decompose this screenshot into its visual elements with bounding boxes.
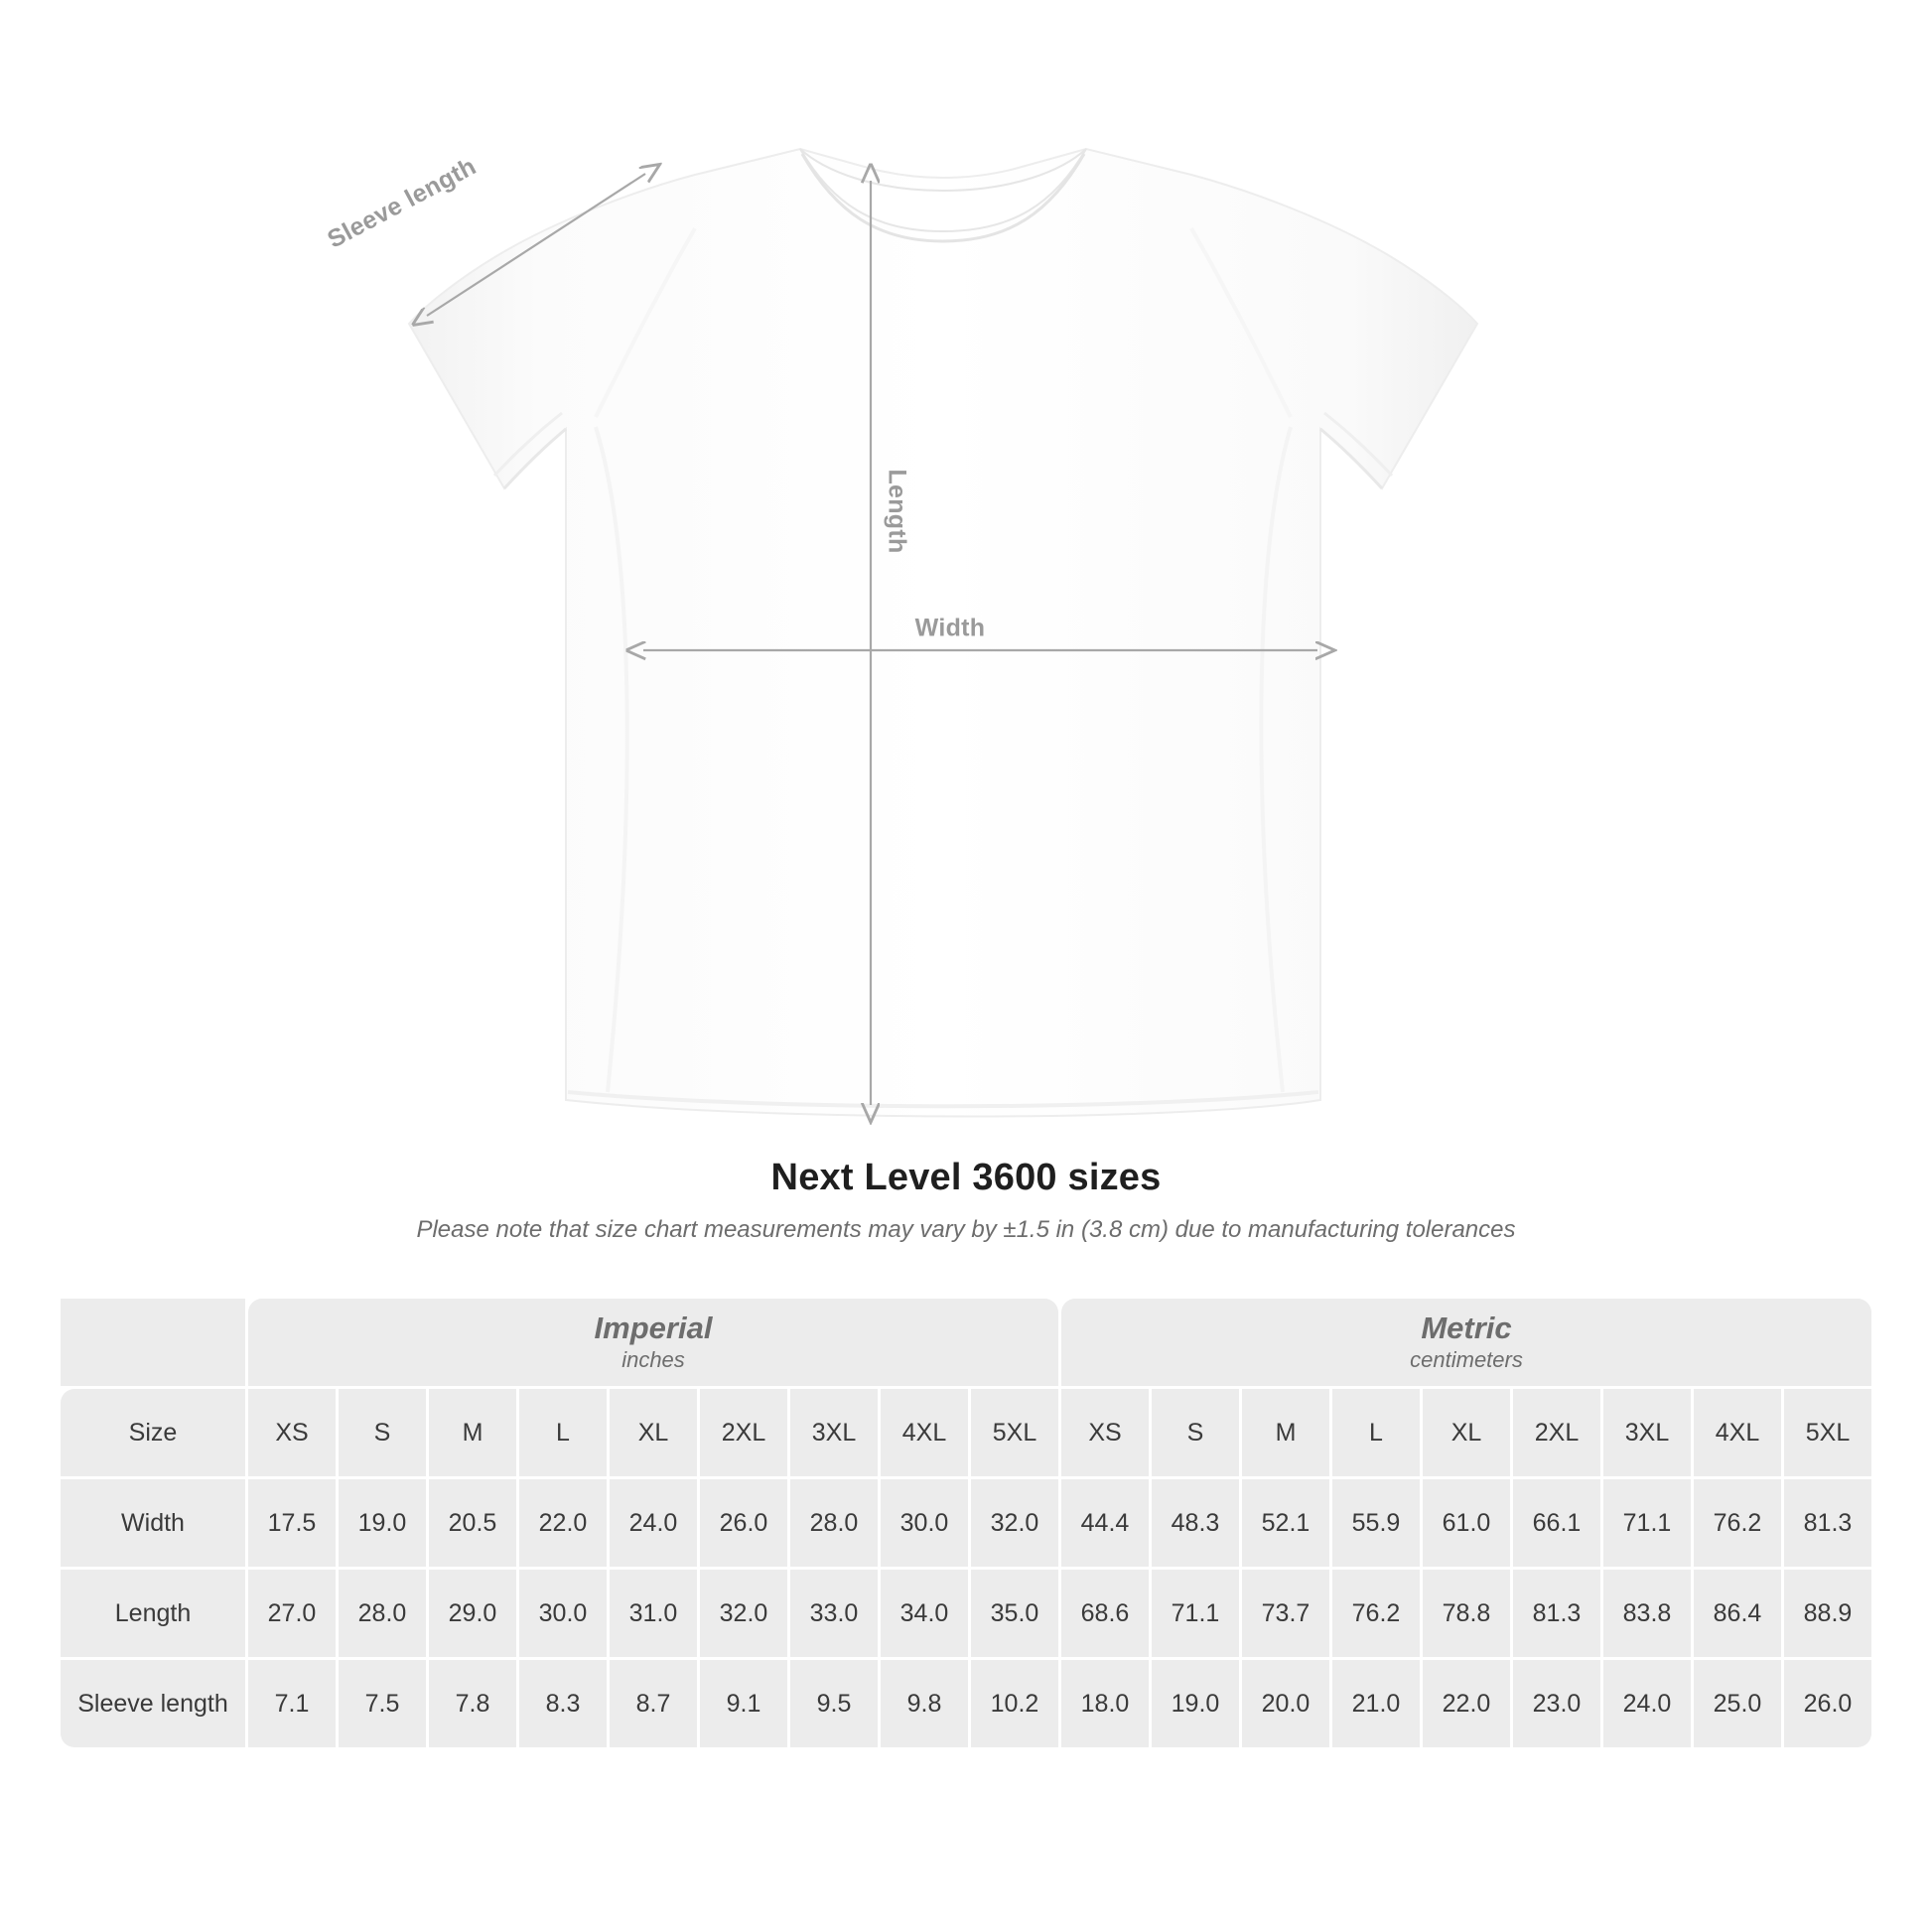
cell-sleeve-length-metric-l: 21.0: [1332, 1660, 1420, 1747]
size-table: [58, 1296, 1874, 1750]
cell-width-metric-xs: 44.4: [1061, 1479, 1149, 1567]
size-header-cell: Size: [61, 1389, 245, 1476]
size-column-5xl: 5XL: [971, 1389, 1058, 1476]
row-label-width: Width: [61, 1479, 245, 1567]
size-column-l: L: [519, 1389, 607, 1476]
cell-length-imperial-xl: 31.0: [610, 1570, 697, 1657]
cell-sleeve-length-metric-5xl: 26.0: [1784, 1660, 1871, 1747]
cell-sleeve-length-imperial-2xl: 9.1: [700, 1660, 787, 1747]
cell-sleeve-length-imperial-s: 7.5: [339, 1660, 426, 1747]
size-column-2xl: 2XL: [700, 1389, 787, 1476]
cell-width-imperial-s: 19.0: [339, 1479, 426, 1567]
cell-length-metric-xs: 68.6: [1061, 1570, 1149, 1657]
size-column-xs: XS: [248, 1389, 336, 1476]
size-column-4xl: 4XL: [881, 1389, 968, 1476]
cell-sleeve-length-metric-m: 20.0: [1242, 1660, 1329, 1747]
cell-sleeve-length-imperial-xs: 7.1: [248, 1660, 336, 1747]
unit-header-row: [61, 1299, 1871, 1386]
cell-width-imperial-2xl: 26.0: [700, 1479, 787, 1567]
cell-length-metric-s: 71.1: [1152, 1570, 1239, 1657]
unit-header-metric: [1061, 1299, 1871, 1386]
cell-length-imperial-s: 28.0: [339, 1570, 426, 1657]
cell-length-imperial-l: 30.0: [519, 1570, 607, 1657]
size-column-2xl: 2XL: [1513, 1389, 1600, 1476]
cell-sleeve-length-metric-xl: 22.0: [1423, 1660, 1510, 1747]
cell-width-metric-m: 52.1: [1242, 1479, 1329, 1567]
table-row: [61, 1570, 1871, 1657]
cell-length-metric-xl: 78.8: [1423, 1570, 1510, 1657]
cell-length-metric-5xl: 88.9: [1784, 1570, 1871, 1657]
cell-length-imperial-3xl: 33.0: [790, 1570, 878, 1657]
cell-width-metric-l: 55.9: [1332, 1479, 1420, 1567]
size-column-xs: XS: [1061, 1389, 1149, 1476]
cell-sleeve-length-metric-s: 19.0: [1152, 1660, 1239, 1747]
unit-sub: centimeters: [1410, 1346, 1523, 1372]
size-table-container: [58, 1296, 1874, 1750]
size-column-xl: XL: [1423, 1389, 1510, 1476]
cell-length-metric-2xl: 81.3: [1513, 1570, 1600, 1657]
cell-length-metric-4xl: 86.4: [1694, 1570, 1781, 1657]
cell-sleeve-length-metric-4xl: 25.0: [1694, 1660, 1781, 1747]
size-column-xl: XL: [610, 1389, 697, 1476]
sleeve-length-label: Sleeve length: [323, 152, 482, 254]
size-column-3xl: 3XL: [790, 1389, 878, 1476]
size-column-m: M: [429, 1389, 516, 1476]
cell-width-imperial-3xl: 28.0: [790, 1479, 878, 1567]
length-label: Length: [883, 469, 911, 554]
cell-sleeve-length-metric-xs: 18.0: [1061, 1660, 1149, 1747]
cell-sleeve-length-imperial-3xl: 9.5: [790, 1660, 878, 1747]
tolerance-note: Please note that size chart measurements may vary by ±1.5 in (3.8 cm) due to manufacturing tolerances: [416, 1216, 1516, 1243]
cell-length-imperial-5xl: 35.0: [971, 1570, 1058, 1657]
width-label: Width: [914, 614, 986, 642]
cell-width-metric-4xl: 76.2: [1694, 1479, 1781, 1567]
row-label-sleeve-length: Sleeve length: [61, 1660, 245, 1747]
cell-length-imperial-4xl: 34.0: [881, 1570, 968, 1657]
size-column-s: S: [339, 1389, 426, 1476]
cell-width-imperial-m: 20.5: [429, 1479, 516, 1567]
size-column-s: S: [1152, 1389, 1239, 1476]
size-column-4xl: 4XL: [1694, 1389, 1781, 1476]
cell-length-imperial-xs: 27.0: [248, 1570, 336, 1657]
cell-sleeve-length-imperial-xl: 8.7: [610, 1660, 697, 1747]
table-corner-blank: [61, 1299, 245, 1386]
unit-name: Metric: [1421, 1310, 1512, 1345]
table-row: [61, 1660, 1871, 1747]
cell-length-metric-l: 76.2: [1332, 1570, 1420, 1657]
size-column-5xl: 5XL: [1784, 1389, 1871, 1476]
unit-name: Imperial: [594, 1310, 713, 1345]
cell-width-metric-2xl: 66.1: [1513, 1479, 1600, 1567]
table-row: [61, 1479, 1871, 1567]
cell-width-metric-5xl: 81.3: [1784, 1479, 1871, 1567]
cell-width-metric-xl: 61.0: [1423, 1479, 1510, 1567]
cell-width-imperial-xs: 17.5: [248, 1479, 336, 1567]
cell-width-metric-s: 48.3: [1152, 1479, 1239, 1567]
cell-length-imperial-2xl: 32.0: [700, 1570, 787, 1657]
chart-heading: [0, 1157, 1932, 1244]
size-column-l: L: [1332, 1389, 1420, 1476]
cell-sleeve-length-imperial-l: 8.3: [519, 1660, 607, 1747]
cell-width-imperial-4xl: 30.0: [881, 1479, 968, 1567]
size-column-m: M: [1242, 1389, 1329, 1476]
cell-width-metric-3xl: 71.1: [1603, 1479, 1691, 1567]
cell-length-metric-3xl: 83.8: [1603, 1570, 1691, 1657]
cell-width-imperial-5xl: 32.0: [971, 1479, 1058, 1567]
cell-sleeve-length-imperial-4xl: 9.8: [881, 1660, 968, 1747]
size-column-3xl: 3XL: [1603, 1389, 1691, 1476]
unit-sub: inches: [621, 1346, 685, 1372]
cell-length-imperial-m: 29.0: [429, 1570, 516, 1657]
cell-width-imperial-l: 22.0: [519, 1479, 607, 1567]
page-title: Next Level 3600 sizes: [770, 1157, 1162, 1198]
cell-sleeve-length-imperial-m: 7.8: [429, 1660, 516, 1747]
cell-sleeve-length-imperial-5xl: 10.2: [971, 1660, 1058, 1747]
cell-length-metric-m: 73.7: [1242, 1570, 1329, 1657]
cell-sleeve-length-metric-2xl: 23.0: [1513, 1660, 1600, 1747]
size-header-row: [61, 1389, 1871, 1476]
row-label-length: Length: [61, 1570, 245, 1657]
cell-sleeve-length-metric-3xl: 24.0: [1603, 1660, 1691, 1747]
cell-width-imperial-xl: 24.0: [610, 1479, 697, 1567]
unit-header-imperial: [248, 1299, 1058, 1386]
